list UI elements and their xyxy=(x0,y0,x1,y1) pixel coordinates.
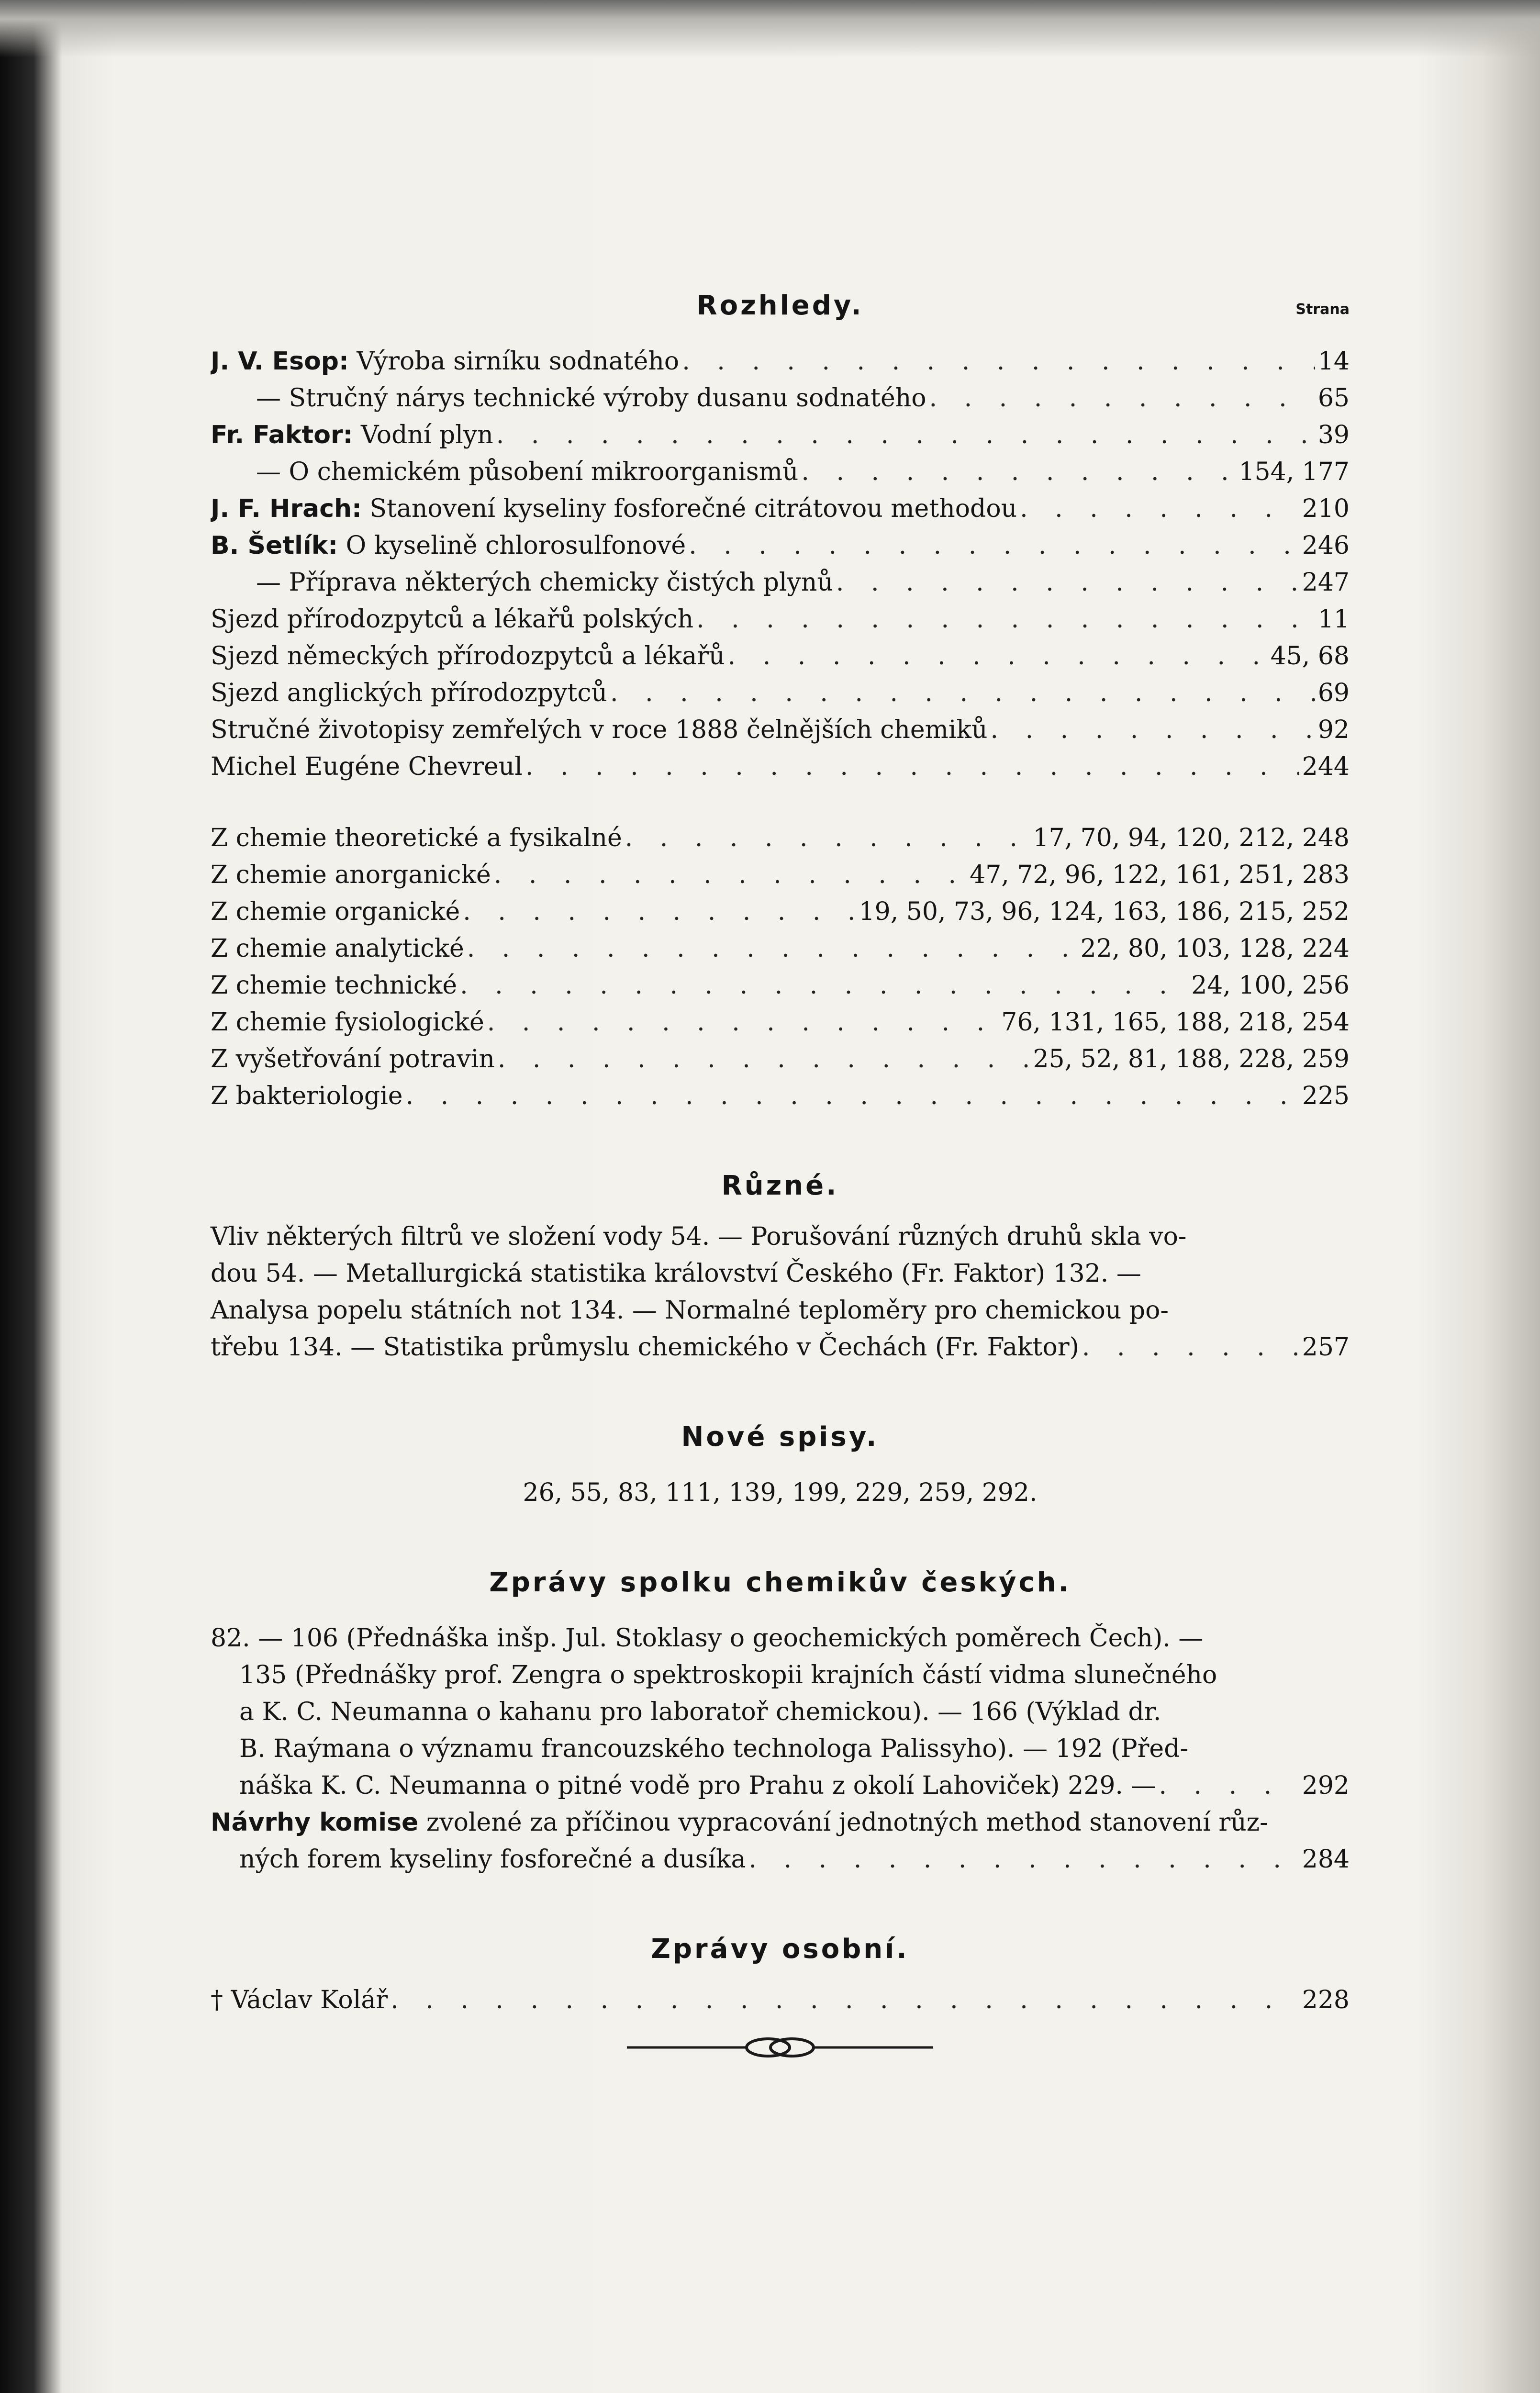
toc-entry xyxy=(211,1041,495,1078)
zpravy-line-text: náška K. C. Neumanna o pitné vodě pro Prahu z okolí Lahoviček) 229. — xyxy=(239,1771,1156,1800)
toc-title: O kyselině chlorosulfonové xyxy=(346,531,686,560)
toc-entry xyxy=(211,749,523,785)
toc-entry xyxy=(211,527,686,564)
toc-entry xyxy=(211,857,491,894)
dot-leader xyxy=(525,749,1299,785)
dot-leader xyxy=(391,1982,1299,2019)
dot-leader xyxy=(696,601,1315,638)
toc-pages: 210 xyxy=(1302,494,1350,523)
toc-entry xyxy=(211,491,1017,527)
toc-pages: 65 xyxy=(1317,384,1350,413)
toc-pages: 244 xyxy=(1302,752,1350,781)
navrhy-last-line xyxy=(211,1841,1350,1878)
navrhy-line xyxy=(211,1804,1350,1841)
toc-row xyxy=(211,417,1350,454)
toc-pages: 45, 68 xyxy=(1270,642,1350,671)
toc-pages: 19, 50, 73, 96, 124, 163, 186, 215, 252 xyxy=(859,897,1350,926)
zpravy-osobni-pages: 228 xyxy=(1302,1986,1350,2014)
toc-row xyxy=(211,675,1350,712)
dot-leader xyxy=(498,1041,1030,1078)
toc-row xyxy=(211,1004,1350,1041)
toc-entry xyxy=(211,894,460,930)
section-title-nove-spisy: Nové spisy. xyxy=(681,1421,879,1453)
toc-title: Vodní plyn xyxy=(360,421,493,449)
toc-row xyxy=(211,380,1350,417)
toc-row xyxy=(211,820,1350,857)
ruzne-line: Vliv některých filtrů ve složení vody 54. — Porušování různých druhů skla vo- xyxy=(211,1222,1187,1251)
toc-entry xyxy=(211,1078,403,1115)
toc-author: J. V. Esop: xyxy=(211,347,349,376)
toc-row xyxy=(211,749,1350,785)
toc-row xyxy=(211,491,1350,527)
dot-leader xyxy=(1082,1329,1299,1366)
toc-entry xyxy=(211,1004,484,1041)
toc-pages: 22, 80, 103, 128, 224 xyxy=(1080,934,1350,963)
toc-title: Z chemie organické xyxy=(211,897,460,926)
dot-leader xyxy=(836,564,1299,601)
closing-ornament-icon xyxy=(627,2033,933,2062)
toc-entry xyxy=(211,380,926,417)
dot-leader xyxy=(929,380,1315,417)
toc-title: Z chemie analytické xyxy=(211,934,464,963)
toc-author: J. F. Hrach: xyxy=(211,494,362,523)
dot-leader xyxy=(494,857,967,894)
toc-title: Z chemie theoretické a fysikalné xyxy=(211,824,622,852)
toc-title: Sjezd přírodozpytců a lékařů polských xyxy=(211,605,694,634)
section-title-ruzne: Různé. xyxy=(721,1170,839,1201)
zpravy-line: 82. — 106 (Přednáška inšp. Jul. Stoklasy o geochemických poměrech Čech). — xyxy=(211,1624,1204,1653)
strana-label: Strana xyxy=(1295,301,1350,318)
toc-row xyxy=(211,967,1350,1004)
dot-leader xyxy=(625,820,1030,857)
toc-entry xyxy=(211,820,622,857)
toc-pages: 92 xyxy=(1317,716,1350,744)
toc-title: Michel Eugéne Chevreul xyxy=(211,752,523,781)
toc-pages: 14 xyxy=(1317,347,1350,376)
zpravy-spolku-paragraph xyxy=(211,1620,1350,1878)
toc-pages: 247 xyxy=(1302,568,1350,597)
toc-title: Sjezd německých přírodozpytců a lékařů xyxy=(211,642,725,671)
zpravy-pages: 292 xyxy=(1302,1771,1350,1800)
toc-pages: 246 xyxy=(1302,531,1350,560)
dot-leader xyxy=(991,712,1315,749)
toc-title: Stručné životopisy zemřelých v roce 1888 čelnějších chemiků xyxy=(211,716,988,744)
toc-pages: 154, 177 xyxy=(1239,458,1350,486)
ruzne-pages: 257 xyxy=(1302,1333,1350,1362)
toc-row xyxy=(211,527,1350,564)
toc-author: Fr. Faktor: xyxy=(211,421,353,449)
toc-row xyxy=(211,1078,1350,1115)
toc-entry xyxy=(211,638,725,675)
toc-title: Z vyšetřování potravin xyxy=(211,1045,495,1073)
dot-leader xyxy=(406,1078,1299,1115)
toc-title: Z chemie fysiologické xyxy=(211,1008,484,1037)
toc-title: Z chemie anorganické xyxy=(211,861,491,889)
toc-entry xyxy=(211,564,833,601)
dot-leader xyxy=(728,638,1268,675)
navrhy-last-text: ných forem kyseliny fosforečné a dusíka xyxy=(239,1845,746,1874)
toc-row xyxy=(211,638,1350,675)
ruzne-last-text: třebu 134. — Statistika průmyslu chemického v Čechách (Fr. Faktor) xyxy=(211,1333,1079,1362)
toc-author: B. Šetlík: xyxy=(211,531,338,560)
zpravy-line: 135 (Přednášky prof. Zengra o spektroskopii krajních částí vidma slunečného xyxy=(239,1661,1217,1689)
scan-edge-shadow xyxy=(0,0,1540,57)
toc-entry xyxy=(211,454,798,491)
dot-leader xyxy=(689,527,1299,564)
toc-pages: 39 xyxy=(1317,421,1350,449)
toc-pages: 47, 72, 96, 122, 161, 251, 283 xyxy=(970,861,1350,889)
ruzne-line: Analysa popelu státních not 134. — Normalné teploměry pro chemickou po- xyxy=(211,1296,1169,1325)
toc-pages: 24, 100, 256 xyxy=(1191,971,1350,1000)
ruzne-paragraph xyxy=(211,1219,1350,1366)
navrhy-text: zvolené za příčinou vypracování jednotných method stanovení růz- xyxy=(426,1808,1268,1837)
toc-pages: 69 xyxy=(1317,679,1350,707)
toc-pages: 76, 131, 165, 188, 218, 254 xyxy=(1001,1008,1350,1037)
ruzne-last-line xyxy=(211,1329,1350,1366)
toc-row xyxy=(211,894,1350,930)
dot-leader xyxy=(610,675,1315,712)
toc-row xyxy=(211,930,1350,967)
navrhy-label: Návrhy komise xyxy=(211,1808,419,1837)
nove-spisy-pages: 26, 55, 83, 111, 139, 199, 229, 259, 292. xyxy=(523,1478,1038,1507)
navrhy-pages: 284 xyxy=(1302,1845,1350,1874)
dot-leader xyxy=(749,1841,1299,1878)
zpravy-osobni-text: † Václav Kolář xyxy=(211,1986,388,2014)
toc-row xyxy=(211,857,1350,894)
zpravy-line: a K. C. Neumanna o kahanu pro laboratoř chemickou). — 166 (Výklad dr. xyxy=(239,1698,1161,1726)
toc-pages: 11 xyxy=(1317,605,1350,634)
chemie-list xyxy=(211,820,1350,1115)
toc-title: Výroba sirníku sodnatého xyxy=(357,347,680,376)
zpravy-osobni-row xyxy=(211,1982,1350,2019)
dot-leader xyxy=(1020,491,1299,527)
toc-row xyxy=(211,601,1350,638)
zpravy-line: B. Raýmana o významu francouzského technologa Palissyho). — 192 (Před- xyxy=(239,1734,1189,1763)
dot-leader xyxy=(682,343,1315,380)
section-title-zpravy-spolku: Zprávy spolku chemikův českých. xyxy=(489,1567,1071,1598)
dot-leader xyxy=(467,930,1078,967)
dot-leader xyxy=(496,417,1315,454)
toc-title: Z bakteriologie xyxy=(211,1082,403,1110)
toc-row xyxy=(211,454,1350,491)
section-title-zpravy-osobni: Zprávy osobní. xyxy=(651,1934,909,1965)
toc-pages: 225 xyxy=(1302,1082,1350,1110)
toc-title: — Příprava některých chemicky čistých plynů xyxy=(256,568,833,597)
toc-entry xyxy=(211,712,988,749)
toc-row xyxy=(211,1041,1350,1078)
rozhledy-heading-row xyxy=(211,287,1350,324)
index-content xyxy=(211,287,1350,2062)
ruzne-line: dou 54. — Metallurgická statistika království Českého (Fr. Faktor) 132. — xyxy=(211,1259,1141,1288)
toc-title: Stanovení kyseliny fosforečné citrátovou methodou xyxy=(369,494,1017,523)
toc-pages: 25, 52, 81, 188, 228, 259 xyxy=(1033,1045,1350,1073)
toc-pages: 17, 70, 94, 120, 212, 248 xyxy=(1033,824,1350,852)
toc-row xyxy=(211,712,1350,749)
zpravy-line-last xyxy=(211,1767,1350,1804)
dot-leader xyxy=(487,1004,998,1041)
toc-row xyxy=(211,343,1350,380)
toc-title: Sjezd anglických přírodozpytců xyxy=(211,679,608,707)
toc-entry xyxy=(211,930,464,967)
dot-leader xyxy=(463,894,856,930)
toc-row xyxy=(211,564,1350,601)
toc-entry xyxy=(211,967,457,1004)
dot-leader xyxy=(801,454,1236,491)
toc-entry xyxy=(211,343,679,380)
toc-entry xyxy=(211,675,607,712)
section-title-rozhledy: Rozhledy. xyxy=(696,290,864,321)
toc-title: Z chemie technické xyxy=(211,971,458,1000)
rozhledy-list xyxy=(211,343,1350,785)
toc-entry xyxy=(211,417,493,454)
dot-leader xyxy=(1159,1767,1299,1804)
toc-title: — Stručný nárys technické výroby dusanu sodnatého xyxy=(256,384,926,413)
dot-leader xyxy=(460,967,1188,1004)
toc-entry xyxy=(211,601,693,638)
toc-title: — O chemickém působení mikroorganismů xyxy=(256,458,799,486)
